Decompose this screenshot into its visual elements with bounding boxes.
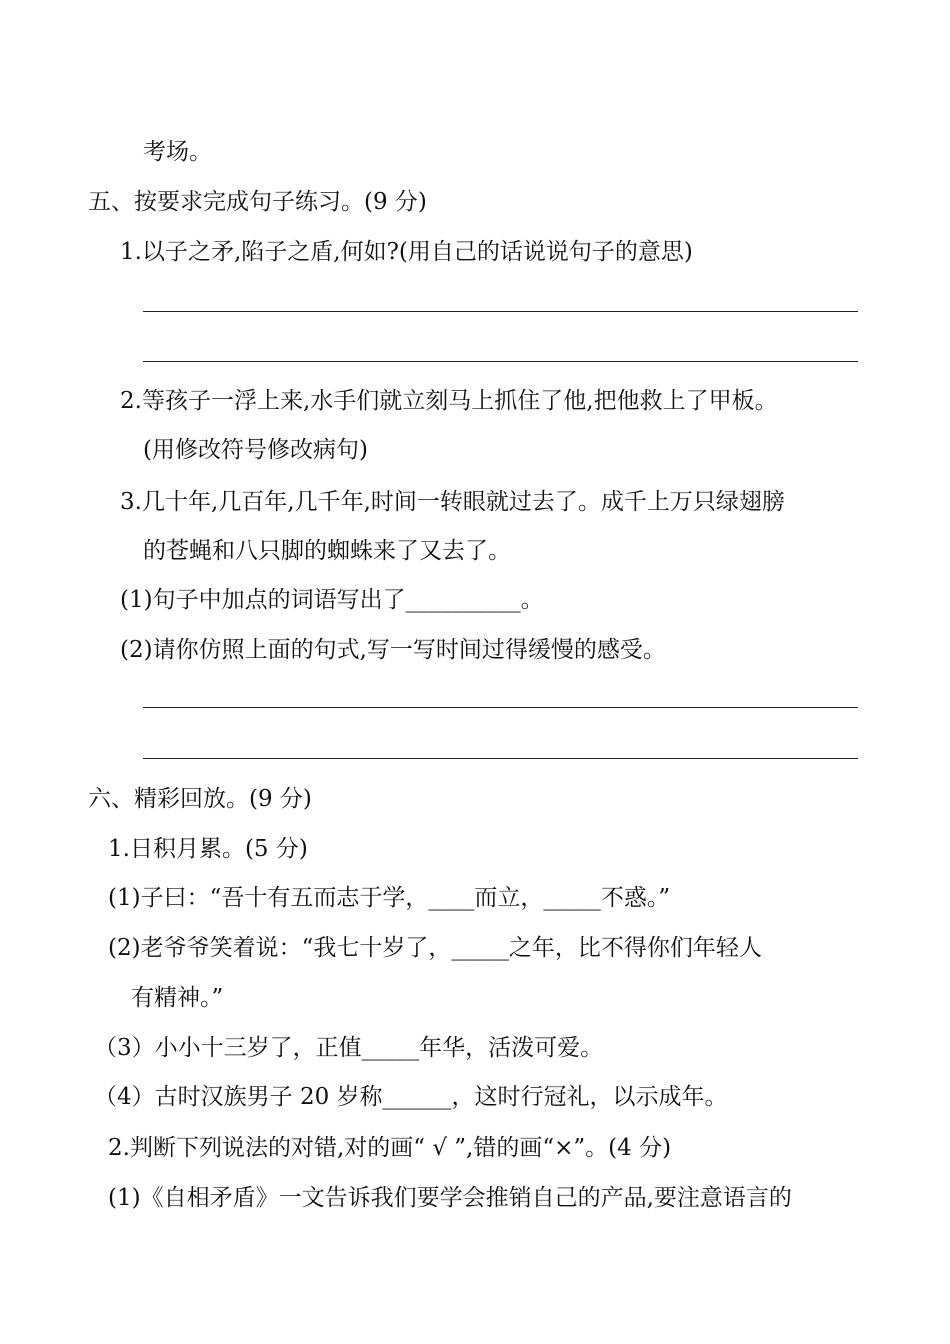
question-line: 1.以子之矛,陷子之盾,何如?(用自己的话说说句子的意思): [120, 239, 693, 265]
instruction-line: (用修改符号修改病句): [143, 437, 368, 463]
question-line: 1.日积月累。(5 分): [108, 836, 308, 862]
question-line: 3.几十年,几百年,几千年,时间一转眼就过去了。成千上万只绿翅膀: [120, 489, 785, 515]
question-line: 的苍蝇和八只脚的蜘蛛来了又去了。: [143, 538, 511, 564]
section-heading: 六、精彩回放。(9 分): [88, 786, 312, 812]
question-line: (2)老爷爷笑着说：“我七十岁了，_____之年，比不得你们年轻人: [108, 935, 762, 961]
section-heading: 五、按要求完成句子练习。(9 分): [88, 189, 427, 215]
question-line: 有精神。”: [131, 985, 224, 1011]
text-line: 考场。: [143, 139, 212, 165]
answer-line[interactable]: [143, 758, 858, 759]
question-line: （4）古时汉族男子 20 岁称______，这时行冠礼，以示成年。: [94, 1084, 728, 1110]
question-line: （3）小小十三岁了，正值_____年华，活泼可爱。: [94, 1035, 604, 1061]
answer-line[interactable]: [143, 311, 858, 312]
question-line: (1)《自相矛盾》一文告诉我们要学会推销自己的产品,要注意语言的: [108, 1185, 792, 1211]
question-line: 2.判断下列说法的对错,对的画“ √ ”,错的画“×”。(4 分): [108, 1135, 672, 1161]
answer-line[interactable]: [143, 361, 858, 362]
question-line: (1)子曰：“吾十有五而志于学，____而立，_____不惑。”: [108, 885, 671, 911]
question-line: 2.等孩子一浮上来,水手们就立刻马上抓住了他,把他救上了甲板。: [120, 388, 778, 414]
question-line: (2)请你仿照上面的句式,写一写时间过得缓慢的感受。: [120, 637, 666, 663]
answer-line[interactable]: [143, 707, 858, 708]
question-line: (1)句子中加点的词语写出了__________。: [120, 587, 544, 613]
